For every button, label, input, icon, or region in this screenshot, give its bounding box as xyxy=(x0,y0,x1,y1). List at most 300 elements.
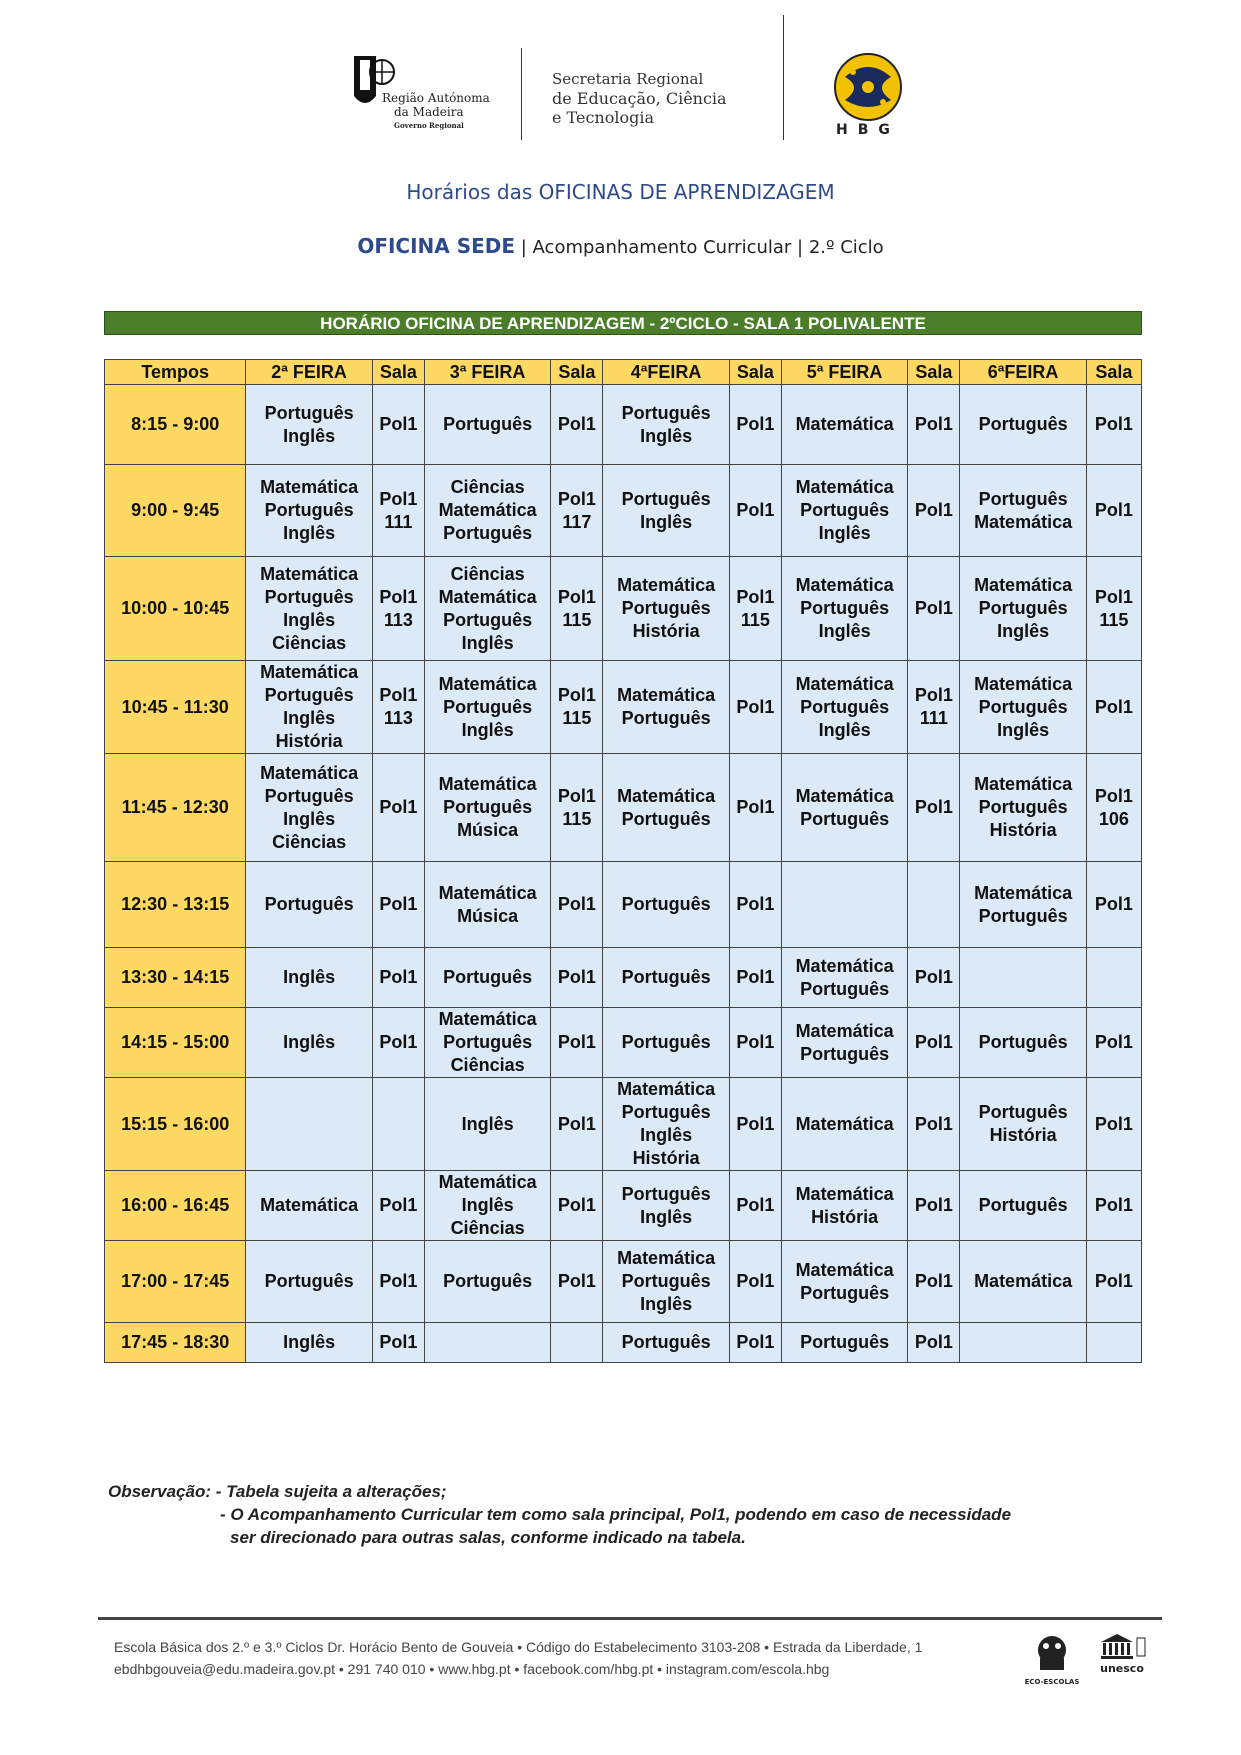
subject-name: Português xyxy=(264,500,354,520)
subject-name: Português xyxy=(264,402,354,423)
page-header xyxy=(0,10,1241,140)
room-cell xyxy=(551,1078,603,1171)
subject-cell xyxy=(603,385,729,465)
subject-cell xyxy=(246,1323,372,1363)
unesco-label: unesco xyxy=(1100,1662,1144,1675)
room-name: Pol1 xyxy=(379,414,418,434)
table-row xyxy=(105,1008,1142,1078)
subject-cell xyxy=(781,862,907,948)
room-name: Pol1 xyxy=(914,797,953,817)
subject-name: Português xyxy=(621,598,711,618)
room-cell xyxy=(372,1323,424,1363)
time-slot-cell: 13:30 - 14:15 xyxy=(105,948,246,1008)
room-cell xyxy=(908,1008,960,1078)
subject-cell xyxy=(781,948,907,1008)
subject-name: Inglês xyxy=(461,719,514,740)
subject-name: História xyxy=(989,820,1057,840)
subject-cell xyxy=(246,862,372,948)
room-cell xyxy=(729,1008,781,1078)
subject-name: Português xyxy=(621,402,711,423)
subject-name: Português xyxy=(978,1102,1068,1122)
title-highlight: OFICINAS DE APRENDIZAGEM xyxy=(538,180,835,204)
table-row xyxy=(105,385,1142,465)
room-cell xyxy=(908,754,960,862)
observations xyxy=(108,1480,1148,1549)
subject-cell xyxy=(603,557,729,661)
subject-cell xyxy=(603,1008,729,1078)
room-name: Pol1 xyxy=(557,785,596,806)
subject-name: Inglês xyxy=(640,1206,693,1227)
footer-line2: ebdhbgouveia@edu.madeira.gov.pt • 291 740 010 • www.hbg.pt • facebook.com/hbg.pt • instagram.com/escola.hbg xyxy=(114,1661,830,1677)
room-name: Pol1 xyxy=(736,1195,775,1215)
room-name: Pol1 xyxy=(379,1032,418,1052)
subject-cell xyxy=(246,754,372,862)
table-header-cell: Sala xyxy=(729,360,781,385)
room-cell xyxy=(908,1171,960,1241)
room-name: Pol1 xyxy=(736,797,775,817)
subject-name: Inglês xyxy=(283,1032,336,1052)
subject-name: Inglês xyxy=(283,609,336,630)
time-slot-cell: 17:00 - 17:45 xyxy=(105,1241,246,1323)
subject-name: Português xyxy=(978,797,1068,817)
room-cell xyxy=(372,1241,424,1323)
subject-name: Música xyxy=(457,820,519,840)
table-row xyxy=(105,862,1142,948)
eco-escolas-logo xyxy=(1022,1632,1082,1690)
room-name: Pol1 xyxy=(557,1113,596,1134)
observation-line2: - O Acompanhamento Curricular tem como sala principal, Pol1, podendo em caso de necessidade xyxy=(220,1505,1012,1524)
subject-name: Matemática xyxy=(260,662,359,682)
subject-name: Português xyxy=(978,414,1068,434)
room-name: 117 xyxy=(562,511,592,532)
subject-name: Matemática xyxy=(795,575,894,595)
subject-cell xyxy=(960,754,1086,862)
room-cell xyxy=(372,385,424,465)
table-header-cell: 4ªFEIRA xyxy=(603,360,729,385)
subject-cell xyxy=(781,1008,907,1078)
room-name: 113 xyxy=(383,609,413,630)
room-name: Pol1 xyxy=(1094,1271,1133,1291)
room-name: Pol1 xyxy=(914,1332,953,1352)
table-row xyxy=(105,1323,1142,1363)
room-name: Pol1 xyxy=(1094,785,1133,806)
room-cell xyxy=(551,754,603,862)
room-cell xyxy=(908,948,960,1008)
table-row xyxy=(105,661,1142,754)
subject-name: Português xyxy=(621,1271,711,1291)
subject-name: Português xyxy=(264,894,354,914)
room-cell xyxy=(729,465,781,557)
subject-cell xyxy=(246,465,372,557)
subject-name: Matemática xyxy=(795,955,894,976)
subject-name: Matemática xyxy=(438,500,537,520)
subject-name: Música xyxy=(457,905,519,926)
subject-cell xyxy=(424,754,550,862)
subject-name: História xyxy=(632,1148,700,1168)
room-cell xyxy=(908,862,960,948)
subject-cell xyxy=(781,1241,907,1323)
subject-name: Matemática xyxy=(260,477,359,497)
subject-cell xyxy=(424,1241,550,1323)
room-cell xyxy=(908,661,960,754)
subject-name: Português xyxy=(800,808,890,829)
subject-name: Matemática xyxy=(974,882,1073,903)
subject-name: Português xyxy=(621,808,711,829)
room-cell xyxy=(551,465,603,557)
secretaria-line2: de Educação, Ciência xyxy=(552,89,727,108)
subject-name: Matemática xyxy=(795,1113,894,1134)
subject-name: Inglês xyxy=(640,1294,693,1314)
room-cell xyxy=(372,465,424,557)
subject-name: Ciências xyxy=(450,1055,525,1075)
table-header-cell: Sala xyxy=(1086,360,1141,385)
subject-cell xyxy=(781,557,907,661)
time-slot-cell: 15:15 - 16:00 xyxy=(105,1078,246,1171)
subject-name: Matemática xyxy=(438,882,537,903)
unesco-temple-icon xyxy=(1097,1632,1147,1660)
room-cell xyxy=(908,557,960,661)
room-cell xyxy=(729,661,781,754)
subject-name: Inglês xyxy=(997,719,1050,740)
hbg-letters: HBG xyxy=(836,122,900,138)
subject-name: Português xyxy=(978,905,1068,926)
subject-name: Inglês xyxy=(283,708,336,728)
room-name: 115 xyxy=(562,708,592,728)
observation-line3: ser direcionado para outras salas, conforme indicado na tabela. xyxy=(230,1528,746,1547)
room-cell xyxy=(372,754,424,862)
regiao-autonoma-logo xyxy=(352,46,512,136)
room-name: Pol1 xyxy=(914,1195,953,1215)
room-cell xyxy=(729,1171,781,1241)
subject-cell xyxy=(246,385,372,465)
room-cell xyxy=(1086,385,1141,465)
subject-cell xyxy=(960,1241,1086,1323)
room-cell xyxy=(908,1241,960,1323)
table-row xyxy=(105,465,1142,557)
subtitle-bold: OFICINA SEDE xyxy=(357,234,516,258)
room-cell xyxy=(551,1323,603,1363)
subject-cell xyxy=(246,1008,372,1078)
subject-cell xyxy=(781,465,907,557)
subject-name: Português xyxy=(264,586,354,607)
hbg-school-logo xyxy=(828,52,908,142)
subject-cell xyxy=(246,948,372,1008)
room-cell xyxy=(372,1171,424,1241)
room-cell xyxy=(551,1008,603,1078)
room-cell xyxy=(372,557,424,661)
room-cell xyxy=(372,1008,424,1078)
table-header-cell: Sala xyxy=(372,360,424,385)
subject-cell xyxy=(424,1078,550,1171)
observation-line1: Observação: - Tabela sujeita a alterações; xyxy=(108,1482,447,1501)
subject-name: História xyxy=(632,621,700,641)
time-slot-cell: 14:15 - 15:00 xyxy=(105,1008,246,1078)
room-cell xyxy=(551,1171,603,1241)
room-cell xyxy=(729,754,781,862)
room-name: Pol1 xyxy=(736,1032,775,1052)
room-name: Pol1 xyxy=(1094,1195,1133,1215)
subject-cell xyxy=(424,661,550,754)
subject-cell xyxy=(781,1323,907,1363)
subject-name: Matemática xyxy=(438,1172,537,1192)
header-tempos: Tempos xyxy=(105,360,246,385)
subject-cell xyxy=(603,1078,729,1171)
subject-name: Português xyxy=(443,696,533,717)
secretaria-logo-text xyxy=(552,70,727,127)
subject-cell xyxy=(424,385,550,465)
table-row xyxy=(105,754,1142,862)
subject-name: Ciências xyxy=(450,1218,525,1238)
subject-cell xyxy=(603,862,729,948)
subject-name: História xyxy=(989,1125,1057,1145)
room-name: Pol1 xyxy=(557,894,596,914)
subject-name: Matemática xyxy=(438,673,537,694)
table-header-row xyxy=(105,360,1142,385)
room-name: Pol1 xyxy=(557,1195,596,1215)
subject-name: Inglês xyxy=(818,621,871,641)
time-slot-cell: 17:45 - 18:30 xyxy=(105,1323,246,1363)
subject-cell xyxy=(424,1171,550,1241)
secretaria-line3: e Tecnologia xyxy=(552,108,654,127)
subject-name: Português xyxy=(978,488,1068,509)
subject-cell xyxy=(960,385,1086,465)
subject-name: Português xyxy=(443,609,533,630)
room-name: 115 xyxy=(562,808,592,829)
subject-cell xyxy=(246,661,372,754)
room-cell xyxy=(1086,661,1141,754)
room-name: Pol1 xyxy=(379,894,418,914)
subject-name: Português xyxy=(621,708,711,728)
region-line2: da Madeira xyxy=(394,105,464,119)
subject-name: Português xyxy=(978,1195,1068,1215)
subject-cell xyxy=(246,1078,372,1171)
room-name: Pol1 xyxy=(736,1271,775,1291)
region-line3: Governo Regional xyxy=(394,121,464,130)
subject-name: Português xyxy=(800,598,890,618)
subject-name: Português xyxy=(621,967,711,987)
subject-cell xyxy=(424,1008,550,1078)
subject-name: História xyxy=(275,731,343,751)
time-slot-cell: 8:15 - 9:00 xyxy=(105,385,246,465)
room-name: Pol1 xyxy=(1094,1032,1133,1052)
subject-name: Matemática xyxy=(795,477,894,497)
room-name: Pol1 xyxy=(1094,586,1133,607)
subject-name: Português xyxy=(978,598,1068,618)
subject-name: Inglês xyxy=(461,632,514,653)
subject-name: Matemática xyxy=(617,1248,716,1268)
subject-cell xyxy=(781,1078,907,1171)
room-cell xyxy=(551,948,603,1008)
schedule-banner: HORÁRIO OFICINA DE APRENDIZAGEM - 2ºCICLO - SALA 1 POLIVALENTE xyxy=(104,311,1142,335)
subject-cell xyxy=(603,948,729,1008)
subject-cell xyxy=(960,948,1086,1008)
subject-cell xyxy=(960,557,1086,661)
room-name: Pol1 xyxy=(557,967,596,987)
subject-name: Português xyxy=(443,523,533,543)
room-name: 115 xyxy=(562,609,592,630)
subject-name: Português xyxy=(443,797,533,817)
room-name: Pol1 xyxy=(736,414,775,434)
room-cell xyxy=(551,557,603,661)
subject-name: Matemática xyxy=(260,762,359,783)
room-name: 115 xyxy=(1099,609,1129,630)
room-cell xyxy=(1086,1008,1141,1078)
subject-name: Matemática xyxy=(795,1259,894,1280)
room-cell xyxy=(372,862,424,948)
room-cell xyxy=(729,557,781,661)
subject-name: Matemática xyxy=(617,685,716,705)
subject-name: Matemática xyxy=(438,774,537,794)
room-name: 111 xyxy=(919,708,948,728)
room-name: Pol1 xyxy=(914,685,953,705)
subject-name: Inglês xyxy=(283,808,336,829)
room-name: 106 xyxy=(1098,808,1129,829)
subject-name: Português xyxy=(800,978,890,999)
table-header-cell: 2ª FEIRA xyxy=(246,360,372,385)
subject-name: Matemática xyxy=(974,673,1073,694)
table-row xyxy=(105,1171,1142,1241)
subject-cell xyxy=(246,1171,372,1241)
subject-name: Matemática xyxy=(617,1079,716,1099)
room-name: Pol1 xyxy=(557,1271,596,1291)
room-cell xyxy=(1086,1171,1141,1241)
subject-name: Português xyxy=(800,1282,890,1303)
header-divider xyxy=(521,48,522,140)
subject-name: Português xyxy=(264,1271,354,1291)
subject-name: Inglês xyxy=(461,1113,514,1134)
subject-name: Português xyxy=(443,967,533,987)
subject-name: Matemática xyxy=(617,785,716,806)
subject-name: Português xyxy=(800,1332,890,1352)
subject-name: Inglês xyxy=(283,1332,336,1352)
room-cell xyxy=(908,1323,960,1363)
table-row xyxy=(105,1078,1142,1171)
subject-name: Inglês xyxy=(283,523,336,543)
room-name: Pol1 xyxy=(379,967,418,987)
subject-cell xyxy=(603,1171,729,1241)
room-name: Pol1 xyxy=(379,1332,418,1352)
subject-cell xyxy=(960,862,1086,948)
subject-name: Inglês xyxy=(640,511,693,532)
room-name: Pol1 xyxy=(914,1113,953,1134)
subject-name: Matemática xyxy=(795,1183,894,1204)
room-cell xyxy=(729,385,781,465)
time-slot-cell: 10:45 - 11:30 xyxy=(105,661,246,754)
room-name: Pol1 xyxy=(379,1271,418,1291)
subject-cell xyxy=(960,465,1086,557)
room-name: Pol1 xyxy=(1094,1113,1133,1134)
room-cell xyxy=(729,1078,781,1171)
subject-name: Português xyxy=(264,785,354,806)
room-cell xyxy=(1086,1323,1141,1363)
subject-name: Português xyxy=(443,1271,533,1291)
room-cell xyxy=(729,1241,781,1323)
room-cell xyxy=(908,1078,960,1171)
page-subtitle xyxy=(0,234,1241,258)
table-header-cell: Sala xyxy=(551,360,603,385)
subject-name: Matemática xyxy=(795,414,894,434)
subject-name: Matemática xyxy=(795,673,894,694)
subject-name: Ciências xyxy=(272,632,347,653)
room-name: Pol1 xyxy=(379,1195,418,1215)
subtitle-rest: | Acompanhamento Curricular | 2.º Ciclo xyxy=(515,237,884,258)
footer-contact xyxy=(114,1636,922,1680)
room-cell xyxy=(1086,948,1141,1008)
subject-cell xyxy=(781,385,907,465)
room-name: Pol1 xyxy=(1094,414,1133,434)
subject-name: Português xyxy=(800,696,890,717)
room-cell xyxy=(729,1323,781,1363)
schedule-table xyxy=(104,359,1142,1363)
subject-cell xyxy=(781,1171,907,1241)
room-name: Pol1 xyxy=(736,1113,775,1134)
subject-cell xyxy=(603,1241,729,1323)
room-name: Pol1 xyxy=(557,685,596,705)
subject-name: Ciências xyxy=(450,563,525,584)
room-cell xyxy=(551,862,603,948)
time-slot-cell: 11:45 - 12:30 xyxy=(105,754,246,862)
room-cell xyxy=(729,862,781,948)
room-cell xyxy=(372,661,424,754)
room-name: Pol1 xyxy=(914,1032,953,1052)
subject-cell xyxy=(424,862,550,948)
room-name: 115 xyxy=(740,609,770,630)
subject-name: Matemática xyxy=(974,774,1073,794)
room-name: Pol1 xyxy=(736,586,775,607)
subject-cell xyxy=(960,1323,1086,1363)
room-name: Pol1 xyxy=(736,500,775,520)
subject-name: Inglês xyxy=(640,1125,693,1145)
subject-name: Inglês xyxy=(640,425,693,446)
footer-line1: Escola Básica dos 2.º e 3.º Ciclos Dr. Horácio Bento de Gouveia • Código do Estabelecimento 3103-208 • Estrada da Liberdade, 1 xyxy=(114,1639,923,1655)
subject-name: Matemática xyxy=(974,1271,1073,1291)
subject-name: Matemática xyxy=(438,1009,537,1029)
subject-cell xyxy=(603,465,729,557)
room-name: Pol1 xyxy=(557,586,596,607)
room-cell xyxy=(1086,557,1141,661)
room-name: Pol1 xyxy=(1094,696,1133,717)
subject-cell xyxy=(960,661,1086,754)
room-name: Pol1 xyxy=(379,797,418,817)
table-row xyxy=(105,1241,1142,1323)
hbg-emblem-icon xyxy=(833,52,903,122)
subject-cell xyxy=(603,1323,729,1363)
room-cell xyxy=(372,948,424,1008)
secretaria-line1: Secretaria Regional xyxy=(552,70,704,88)
room-name: Pol1 xyxy=(379,586,418,607)
room-name: Pol1 xyxy=(736,894,775,914)
room-cell xyxy=(1086,754,1141,862)
room-name: Pol1 xyxy=(379,488,418,509)
subject-name: Inglês xyxy=(283,425,336,446)
table-header-cell: Sala xyxy=(908,360,960,385)
subject-name: Matemática xyxy=(974,575,1073,595)
table-header-cell: 6ªFEIRA xyxy=(960,360,1086,385)
room-name: 111 xyxy=(384,511,413,532)
room-cell xyxy=(1086,465,1141,557)
subject-cell xyxy=(424,948,550,1008)
room-cell xyxy=(551,661,603,754)
eco-escolas-icon xyxy=(1030,1632,1074,1676)
room-name: Pol1 xyxy=(914,598,953,618)
subject-name: Português xyxy=(621,1332,711,1352)
time-slot-cell: 9:00 - 9:45 xyxy=(105,465,246,557)
table-row xyxy=(105,557,1142,661)
subject-name: Ciências xyxy=(450,477,525,497)
subject-cell xyxy=(424,1323,550,1363)
subject-name: Ciências xyxy=(272,831,347,852)
table-header-cell: 5ª FEIRA xyxy=(781,360,907,385)
